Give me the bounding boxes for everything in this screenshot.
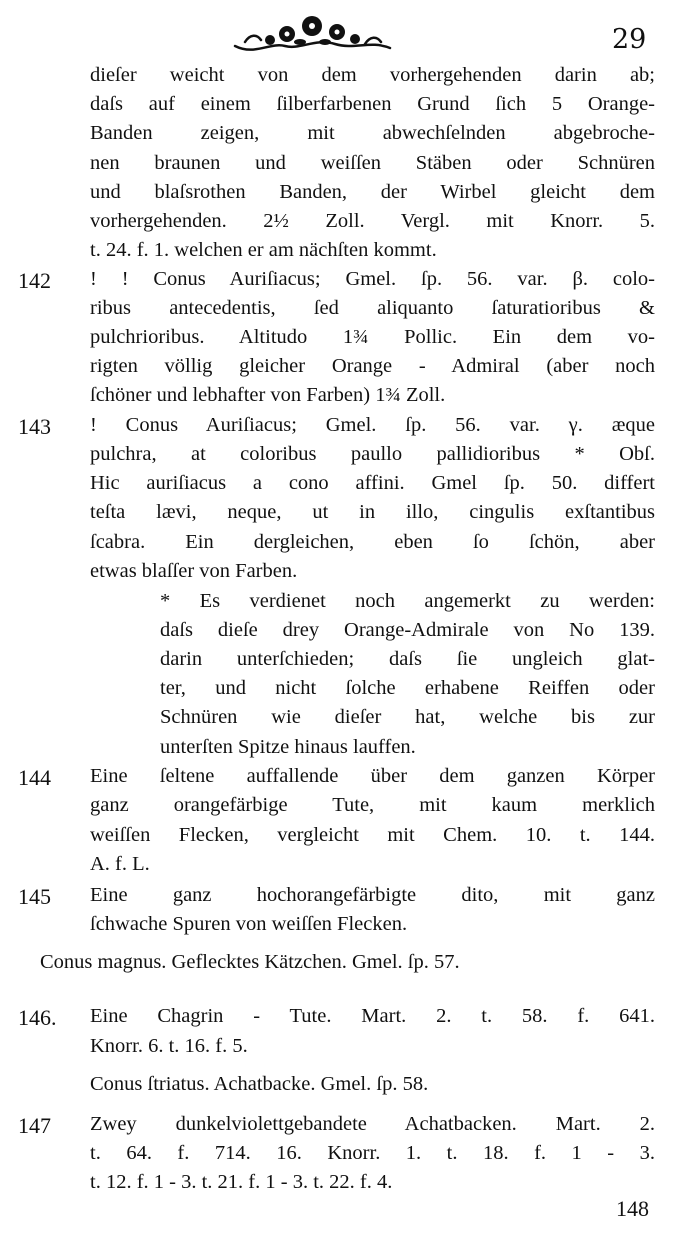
entry-number: 147 bbox=[18, 1113, 51, 1138]
catchword: 148 bbox=[616, 1196, 649, 1221]
text-line: ſchwache Spuren von weiſſen Flecken. bbox=[90, 913, 408, 935]
entry-number: 145 bbox=[18, 884, 51, 909]
text-line: Knorr. 6. t. 16. f. 5. bbox=[90, 1035, 248, 1057]
text-line: ſchöner und lebhafter von Farben) 1¾ Zoll. bbox=[90, 384, 446, 406]
text-line: ganz orangefärbige Tute, mit kaum merklich bbox=[90, 794, 655, 816]
text-line: pulchra, at coloribus paullo pallidioribus * Obſ. bbox=[90, 443, 655, 465]
text-line: und blaſsrothen Banden, der Wirbel gleicht dem bbox=[90, 181, 655, 203]
text-line: Zwey dunkelviolettgebandete Achatbacken. Mart. 2. bbox=[90, 1113, 655, 1135]
text-line: Hic auriſiacus a cono affini. Gmel ſp. 50. differt bbox=[90, 472, 655, 494]
text-line: unterſten Spitze hinaus lauffen. bbox=[160, 736, 416, 758]
text-line: daſs dieſe drey Orange-Admirale von No 139. bbox=[160, 619, 655, 641]
text-line: t. 12. f. 1 - 3. t. 21. f. 1 - 3. t. 22. f. 4. bbox=[90, 1171, 393, 1193]
text-line: vorhergehenden. 2½ Zoll. Vergl. mit Knorr. 5. bbox=[90, 210, 655, 232]
text-line: ter, und nicht ſolche erhabene Reiffen oder bbox=[160, 677, 655, 699]
text-line: darin unterſchieden; daſs ſie ungleich glat- bbox=[160, 648, 655, 670]
text-line: rigten völlig gleicher Orange - Admiral (aber noch bbox=[90, 355, 655, 377]
text-line: Eine Chagrin - Tute. Mart. 2. t. 58. f. 641. bbox=[90, 1005, 655, 1027]
text-line: ribus antecedentis, ſed aliquanto ſaturatioribus & bbox=[90, 297, 655, 319]
text-line: * Es verdienet noch angemerkt zu werden: bbox=[160, 590, 655, 612]
text-line: ! Conus Auriſiacus; Gmel. ſp. 56. var. γ. æque bbox=[90, 414, 655, 436]
text-line: pulchrioribus. Altitudo 1¾ Pollic. Ein dem vo- bbox=[90, 326, 655, 348]
text-line: Schnüren wie dieſer hat, welche bis zur bbox=[160, 706, 655, 728]
text-line: weiſſen Flecken, vergleicht mit Chem. 10. t. 144. bbox=[90, 824, 655, 846]
text-line: t. 64. f. 714. 16. Knorr. 1. t. 18. f. 1 - 3. bbox=[90, 1142, 655, 1164]
text-line: daſs auf einem ſilberfarbenen Grund ſich 5 Orange- bbox=[90, 93, 655, 115]
entry-number: 146. bbox=[18, 1005, 57, 1030]
text-line: etwas blaſſer von Farben. bbox=[90, 560, 298, 582]
text-line: Banden zeigen, mit abwechſelnden abgebroche- bbox=[90, 122, 655, 144]
page-header bbox=[0, 10, 678, 60]
text-line: ſcabra. Ein dergleichen, eben ſo ſchön, aber bbox=[90, 531, 655, 553]
text-line: Eine ganz hochorangefärbigte dito, mit ganz bbox=[90, 884, 655, 906]
text-line: Eine ſeltene auffallende über dem ganzen Körper bbox=[90, 765, 655, 787]
text-line: ! ! Conus Auriſiacus; Gmel. ſp. 56. var. β. colo- bbox=[90, 268, 655, 290]
text-line: nen braunen und weiſſen Stäben oder Schnüren bbox=[90, 152, 655, 174]
text-line: teſta lævi, neque, ut in illo, cingulis exſtantibus bbox=[90, 501, 655, 523]
floral-ornament-icon bbox=[225, 12, 400, 58]
entry-number: 143 bbox=[18, 414, 51, 439]
entry-number: 142 bbox=[18, 268, 51, 293]
text-line: Conus ſtriatus. Achatbacke. Gmel. ſp. 58. bbox=[90, 1073, 429, 1095]
text-line: dieſer weicht von dem vorhergehenden darin ab; bbox=[90, 64, 655, 86]
entry-number: 144 bbox=[18, 765, 51, 790]
text-line: Conus magnus. Geflecktes Kätzchen. Gmel. ſp. 57. bbox=[40, 951, 460, 973]
page-number: 29 bbox=[612, 24, 647, 55]
text-line: A. f. L. bbox=[90, 853, 150, 875]
text-line: t. 24. f. 1. welchen er am nächſten kommt. bbox=[90, 239, 437, 261]
